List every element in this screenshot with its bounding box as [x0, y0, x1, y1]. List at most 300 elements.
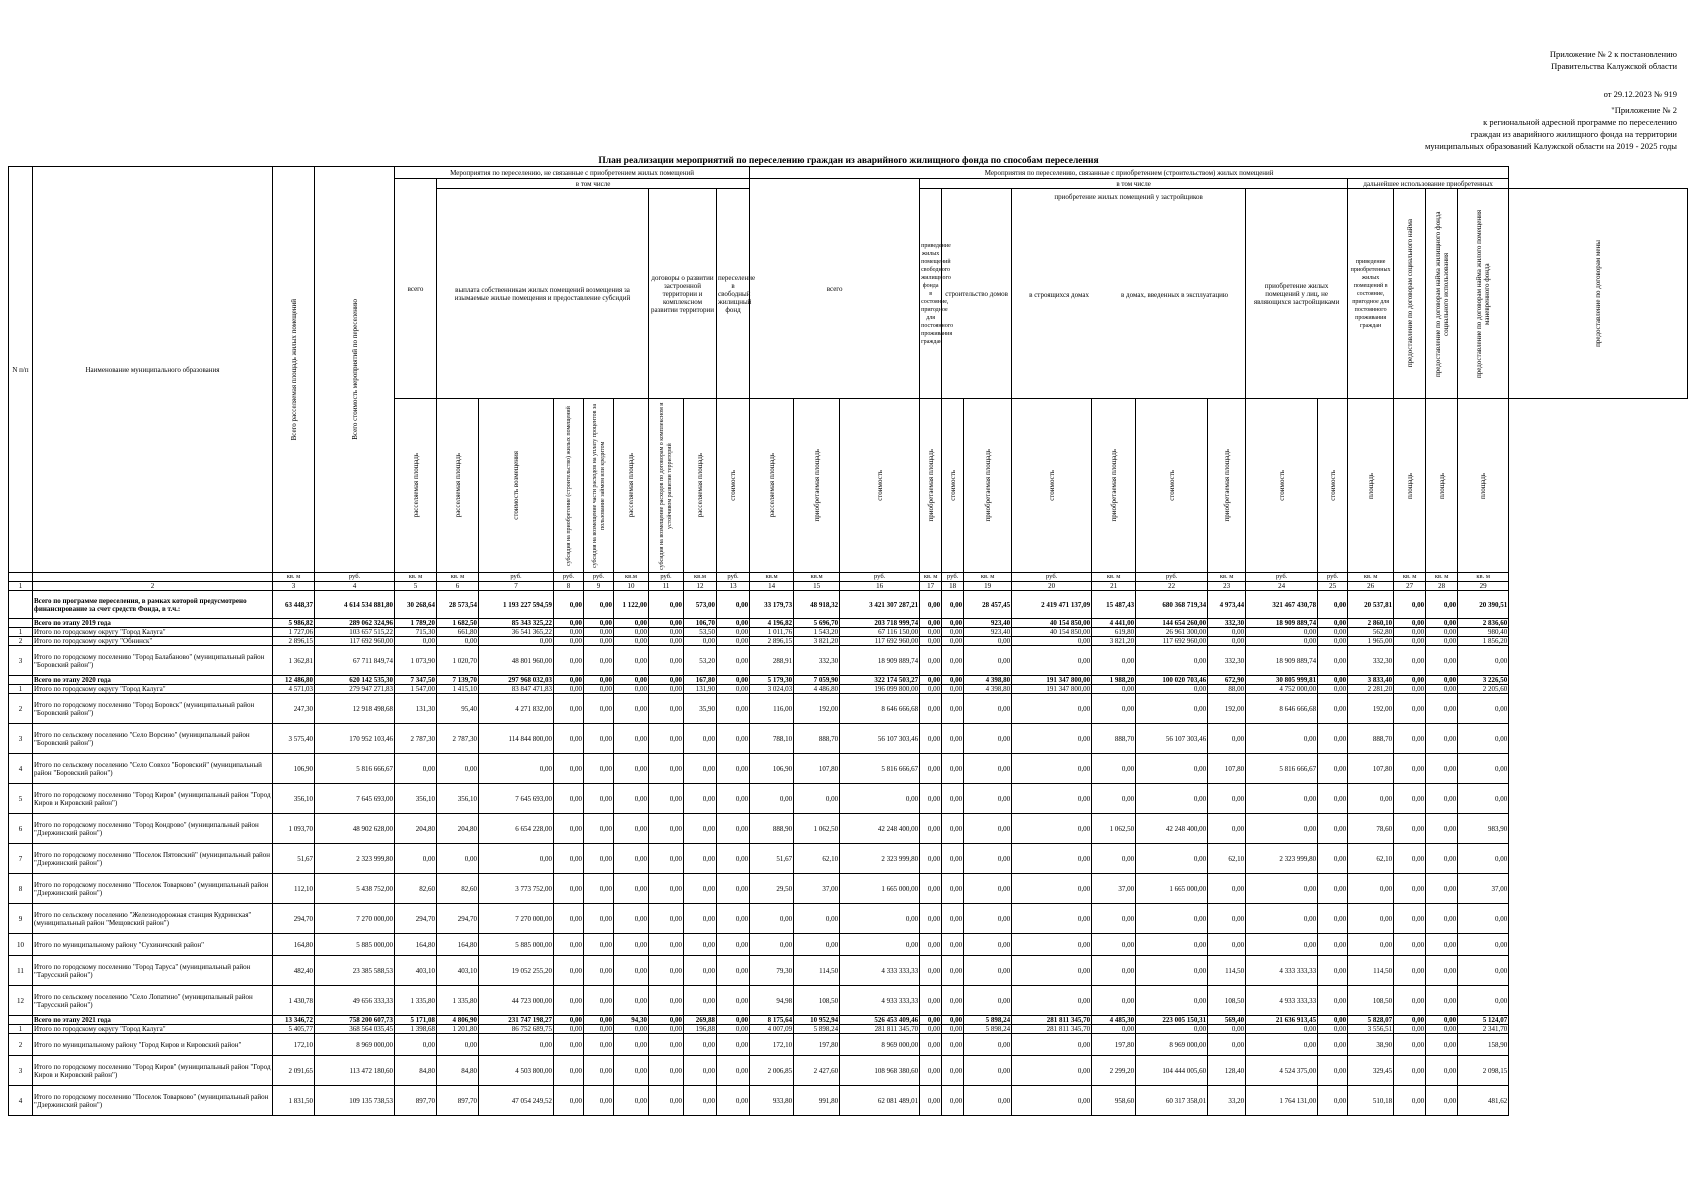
row-value: 172,10 — [750, 1034, 794, 1056]
row-value: 0,00 — [554, 591, 584, 619]
subheader-cell — [1136, 399, 1208, 573]
row-value: 0,00 — [1426, 1025, 1458, 1034]
row-value: 67 711 849,74 — [315, 646, 395, 676]
row-value: 0,00 — [1012, 784, 1092, 814]
row-name: Всего по этапу 2020 года — [33, 676, 273, 685]
row-value: 0,00 — [1136, 754, 1208, 784]
row-value: 1 665 000,00 — [840, 874, 920, 904]
subheader-cell — [840, 399, 920, 573]
header-resettle: переселение в свободный жилищный фонд — [717, 189, 750, 399]
row-value: 0,00 — [479, 1034, 554, 1056]
row-value: 0,00 — [614, 1056, 649, 1086]
row-value: 0,00 — [1348, 784, 1394, 814]
row-value: 0,00 — [920, 637, 942, 646]
row-value: 0,00 — [684, 904, 717, 934]
subheader-cell — [1208, 399, 1246, 573]
row-value: 0,00 — [1426, 844, 1458, 874]
row-value: 78,60 — [1348, 814, 1394, 844]
row-value: 2 323 999,80 — [315, 844, 395, 874]
row-value: 0,00 — [1426, 904, 1458, 934]
row-value: 0,00 — [1246, 1025, 1318, 1034]
row-value: 0,00 — [1458, 646, 1509, 676]
row-value: 0,00 — [717, 874, 750, 904]
row-value: 0,00 — [1208, 874, 1246, 904]
row-value: 0,00 — [584, 1034, 614, 1056]
row-value: 62 081 489,01 — [840, 1086, 920, 1116]
row-value: 279 947 271,83 — [315, 685, 395, 694]
subheader-cell — [1092, 399, 1136, 573]
row-value: 0,00 — [684, 1056, 717, 1086]
row-value: 0,00 — [1426, 724, 1458, 754]
row-value: 1 122,00 — [614, 591, 649, 619]
unit-cell: кв. м — [395, 573, 437, 582]
row-value: 0,00 — [614, 1086, 649, 1116]
row-value: 0,00 — [584, 1025, 614, 1034]
row-value: 0,00 — [1426, 637, 1458, 646]
row-value: 0,00 — [920, 1034, 942, 1056]
row-value: 403,10 — [395, 956, 437, 986]
row-value: 0,00 — [1458, 784, 1509, 814]
row-value: 49 656 333,33 — [315, 986, 395, 1016]
row-value: 0,00 — [1012, 844, 1092, 874]
row-value: 0,00 — [1092, 754, 1136, 784]
header-line-2: Правительства Калужской области — [1551, 61, 1677, 71]
row-value: 8 646 666,68 — [840, 694, 920, 724]
row-value: 0,00 — [1394, 591, 1426, 619]
row-value: 0,00 — [920, 646, 942, 676]
page-title: План реализации мероприятий по переселению граждан из аварийного жилищного фонда по способам переселения — [598, 156, 1099, 166]
row-value: 0,00 — [1394, 724, 1426, 754]
subheader-label: площадь — [1366, 472, 1375, 499]
row-value: 0,00 — [554, 1016, 584, 1025]
row-value: 3 575,40 — [273, 724, 315, 754]
row-value: 0,00 — [942, 628, 964, 637]
row-value: 0,00 — [684, 844, 717, 874]
row-value: 94,98 — [750, 986, 794, 1016]
row-value: 0,00 — [554, 646, 584, 676]
row-value: 322 174 503,27 — [840, 676, 920, 685]
subheader-label: стоимость — [1277, 470, 1286, 501]
row-value: 1 335,80 — [395, 986, 437, 1016]
subheader-cell — [554, 399, 584, 573]
unit-cell: руб. — [942, 573, 964, 582]
header-use-2-text: предоставление по договорам найма жилищного фонда социального использования — [1433, 210, 1450, 377]
row-value: 3 821,20 — [794, 637, 840, 646]
row-value: 0,00 — [1394, 814, 1426, 844]
row-value: 192,00 — [1348, 694, 1394, 724]
header-line-1: Приложение № 2 к постановлению — [1549, 49, 1677, 59]
row-value: 0,00 — [1246, 874, 1318, 904]
row-value: 0,00 — [942, 619, 964, 628]
row-value: 0,00 — [920, 814, 942, 844]
row-value: 204,80 — [437, 814, 479, 844]
row-value: 0,00 — [964, 1086, 1012, 1116]
row-value: 231 747 198,27 — [479, 1016, 554, 1025]
row-value: 94,30 — [614, 1016, 649, 1025]
row-value: 0,00 — [649, 637, 684, 646]
row-value: 3 821,20 — [1092, 637, 1136, 646]
subheader-cell — [920, 399, 942, 573]
row-value: 2 787,30 — [395, 724, 437, 754]
unit-cell: кв. м — [1394, 573, 1426, 582]
row-value: 0,00 — [920, 685, 942, 694]
row-value: 281 811 345,70 — [1012, 1025, 1092, 1034]
row-value: 0,00 — [1318, 784, 1348, 814]
row-value: 0,00 — [717, 754, 750, 784]
row-number: 1 — [9, 628, 33, 637]
row-value: 7 347,50 — [395, 676, 437, 685]
row-value: 0,00 — [1318, 619, 1348, 628]
row-value: 88,00 — [1208, 685, 1246, 694]
row-value: 0,00 — [614, 986, 649, 1016]
row-value: 661,80 — [437, 628, 479, 637]
header-dev-contracts: договоры о развитии застроенной территории и комплексном развитии территории — [649, 189, 717, 399]
table-row — [9, 637, 1688, 646]
row-value: 0,00 — [584, 724, 614, 754]
row-value: 1 430,78 — [273, 986, 315, 1016]
header-under-construction: в строящихся домах — [1029, 291, 1089, 299]
row-value: 0,00 — [1426, 1086, 1458, 1116]
row-value: 0,00 — [554, 814, 584, 844]
row-value: 0,00 — [1394, 1034, 1426, 1056]
row-value: 933,80 — [750, 1086, 794, 1116]
row-value: 0,00 — [1318, 637, 1348, 646]
row-value: 3 773 752,00 — [479, 874, 554, 904]
subheader-label: расселяемая площадь — [627, 453, 635, 518]
row-value: 0,00 — [649, 956, 684, 986]
row-value: 0,00 — [554, 685, 584, 694]
subheader-label: приобретаемая площадь — [812, 449, 821, 522]
row-value: 0,00 — [1426, 986, 1458, 1016]
row-value: 0,00 — [684, 637, 717, 646]
header-group-2: Мероприятия по переселению, связанные с приобретением (строительством) жилых помещений — [750, 167, 1509, 179]
row-value: 2 281,20 — [1348, 685, 1394, 694]
row-value: 51,67 — [273, 844, 315, 874]
row-value: 0,00 — [717, 934, 750, 956]
row-value: 1 764 131,00 — [1246, 1086, 1318, 1116]
row-value: 680 368 719,34 — [1136, 591, 1208, 619]
row-value: 0,00 — [649, 628, 684, 637]
table-total-row — [9, 619, 1688, 628]
row-value: 0,00 — [1136, 904, 1208, 934]
table-row — [9, 1025, 1688, 1034]
header-name: Наименование муниципального образования — [33, 167, 273, 573]
header-total-cost — [315, 167, 395, 573]
row-value: 60 317 358,01 — [1136, 1086, 1208, 1116]
row-value: 0,00 — [1012, 646, 1092, 676]
row-value: 0,00 — [1426, 646, 1458, 676]
subheader-cell — [750, 399, 794, 573]
row-value: 0,00 — [942, 814, 964, 844]
row-value: 788,10 — [750, 724, 794, 754]
table-row — [9, 986, 1688, 1016]
column-number: 9 — [584, 582, 614, 591]
subheader-cell — [942, 399, 964, 573]
row-value: 10 952,94 — [794, 1016, 840, 1025]
row-value: 107,80 — [1208, 754, 1246, 784]
row-value: 13 346,72 — [273, 1016, 315, 1025]
row-value: 1 789,20 — [395, 619, 437, 628]
row-value: 53,20 — [684, 646, 717, 676]
row-value: 144 654 260,00 — [1136, 619, 1208, 628]
column-number: 14 — [750, 582, 794, 591]
row-value: 37,00 — [794, 874, 840, 904]
row-value: 983,90 — [1458, 814, 1509, 844]
row-value: 0,00 — [584, 646, 614, 676]
row-value: 0,00 — [684, 1034, 717, 1056]
row-value: 0,00 — [964, 1034, 1012, 1056]
row-value: 0,00 — [1426, 619, 1458, 628]
row-value: 0,00 — [942, 724, 964, 754]
row-value: 0,00 — [554, 1025, 584, 1034]
header-use-3 — [1458, 189, 1509, 399]
row-value: 0,00 — [1012, 934, 1092, 956]
row-value: 0,00 — [1394, 1025, 1426, 1034]
row-value: 0,00 — [649, 904, 684, 934]
row-value: 0,00 — [684, 754, 717, 784]
row-value: 192,00 — [1208, 694, 1246, 724]
row-value: 0,00 — [717, 904, 750, 934]
row-value: 1 020,70 — [437, 646, 479, 676]
row-value: 0,00 — [840, 934, 920, 956]
row-value: 0,00 — [1092, 1025, 1136, 1034]
row-value: 356,10 — [273, 784, 315, 814]
row-value: 0,00 — [554, 694, 584, 724]
row-number: 6 — [9, 814, 33, 844]
row-value: 38,90 — [1348, 1034, 1394, 1056]
column-number: 25 — [1318, 582, 1348, 591]
column-number: 6 — [437, 582, 479, 591]
row-name: Итого по городскому поселению "Город Балабаново" (муниципальный район "Боровский район") — [33, 646, 273, 676]
row-value: 0,00 — [794, 934, 840, 956]
row-value: 7 270 000,00 — [315, 904, 395, 934]
row-value: 191 347 800,00 — [1012, 685, 1092, 694]
row-value: 0,00 — [717, 676, 750, 685]
row-value: 1 335,80 — [437, 986, 479, 1016]
row-value: 482,40 — [273, 956, 315, 986]
row-value: 0,00 — [1394, 934, 1426, 956]
row-value: 0,00 — [649, 874, 684, 904]
table-row — [9, 784, 1688, 814]
row-value: 2 006,85 — [750, 1056, 794, 1086]
unit-cell: кв. м — [1092, 573, 1136, 582]
row-value: 0,00 — [920, 754, 942, 784]
row-value: 980,40 — [1458, 628, 1509, 637]
row-value: 0,00 — [1136, 986, 1208, 1016]
row-value: 112,10 — [273, 874, 315, 904]
row-value: 0,00 — [649, 844, 684, 874]
header-total-area — [273, 167, 315, 573]
column-number: 4 — [315, 582, 395, 591]
row-value: 0,00 — [964, 904, 1012, 934]
row-value: 0,00 — [1246, 628, 1318, 637]
row-value: 116,00 — [750, 694, 794, 724]
row-value: 197,80 — [794, 1034, 840, 1056]
row-value: 0,00 — [1012, 814, 1092, 844]
row-value: 0,00 — [649, 784, 684, 814]
row-value: 63 448,37 — [273, 591, 315, 619]
row-value: 0,00 — [1426, 1034, 1458, 1056]
row-value: 0,00 — [1012, 956, 1092, 986]
row-value: 510,18 — [1348, 1086, 1394, 1116]
row-value: 0,00 — [1426, 694, 1458, 724]
row-value: 481,62 — [1458, 1086, 1509, 1116]
column-number: 29 — [1458, 582, 1509, 591]
row-value: 103 657 515,22 — [315, 628, 395, 637]
row-value: 18 909 889,74 — [1246, 619, 1318, 628]
appendix-title: "Приложение № 2 — [1611, 105, 1677, 115]
row-value: 0,00 — [614, 676, 649, 685]
row-value: 4 441,00 — [1092, 619, 1136, 628]
row-number: 5 — [9, 784, 33, 814]
row-value: 1 665 000,00 — [1136, 874, 1208, 904]
header-use-4-text: предоставление по договорам мены — [1594, 240, 1603, 347]
row-value: 4 398,80 — [964, 685, 1012, 694]
row-value: 0,00 — [649, 1056, 684, 1086]
row-value: 0,00 — [1458, 986, 1509, 1016]
subheader-cell — [964, 399, 1012, 573]
row-value: 1 073,90 — [395, 646, 437, 676]
row-value: 0,00 — [1208, 724, 1246, 754]
column-number: 18 — [942, 582, 964, 591]
row-value: 332,30 — [1348, 646, 1394, 676]
row-name: Итого по сельскому поселению "Село Совхоз "Боровский" (муниципальный район "Боровский район") — [33, 754, 273, 784]
column-number: 10 — [614, 582, 649, 591]
row-number: 10 — [9, 934, 33, 956]
table-row — [9, 934, 1688, 956]
row-value: 0,00 — [964, 784, 1012, 814]
row-value: 0,00 — [840, 784, 920, 814]
row-value: 0,00 — [750, 934, 794, 956]
row-value: 0,00 — [1136, 1025, 1208, 1034]
row-value: 0,00 — [649, 1034, 684, 1056]
header-total-area-text: Всего расселяемая площадь жилых помещений — [289, 298, 298, 441]
subheader-label: стоимость — [729, 470, 738, 501]
unit-cell: кв. м — [1348, 573, 1394, 582]
row-name: Итого по сельскому поселению "Село Лопатино" (муниципальный район "Тарусский район") — [33, 986, 273, 1016]
row-value: 1 062,50 — [794, 814, 840, 844]
row-name: Итого по городскому округу "Город Калуга" — [33, 628, 273, 637]
row-name: Итого по городскому поселению "Город Таруса" (муниципальный район "Тарусский район") — [33, 956, 273, 986]
row-value: 79,30 — [750, 956, 794, 986]
row-value: 8 175,64 — [750, 1016, 794, 1025]
row-value: 0,00 — [1426, 814, 1458, 844]
row-value: 131,30 — [395, 694, 437, 724]
row-value: 0,00 — [614, 1034, 649, 1056]
row-value: 19 052 255,20 — [479, 956, 554, 986]
row-number: 3 — [9, 724, 33, 754]
row-value: 0,00 — [1246, 1034, 1318, 1056]
row-value: 48 902 628,00 — [315, 814, 395, 844]
row-value: 8 969 000,00 — [315, 1034, 395, 1056]
row-value: 113 472 180,60 — [315, 1056, 395, 1086]
subheader-label: площадь — [1405, 472, 1414, 499]
row-value: 1 543,20 — [794, 628, 840, 637]
row-value: 0,00 — [1318, 1025, 1348, 1034]
row-value: 0,00 — [1426, 685, 1458, 694]
row-name: Итого по муниципальному району "Сухиничский район" — [33, 934, 273, 956]
header-total-cost-text: Всего стоимость мероприятий по переселению — [350, 299, 359, 440]
unit-cell: кв.м — [684, 573, 717, 582]
row-value: 0,00 — [1426, 956, 1458, 986]
row-name: Всего по этапу 2021 года — [33, 1016, 273, 1025]
row-value: 0,00 — [614, 904, 649, 934]
row-number — [9, 1016, 33, 1025]
row-value: 0,00 — [649, 694, 684, 724]
row-value: 2 091,65 — [273, 1056, 315, 1086]
unit-cell: руб. — [717, 573, 750, 582]
row-value: 0,00 — [717, 685, 750, 694]
row-value: 4 333 333,33 — [840, 956, 920, 986]
row-value: 0,00 — [554, 986, 584, 1016]
row-value: 0,00 — [1394, 754, 1426, 784]
row-value: 0,00 — [1318, 676, 1348, 685]
row-value: 0,00 — [1394, 637, 1426, 646]
row-value: 0,00 — [1318, 628, 1348, 637]
row-value: 196 099 800,00 — [840, 685, 920, 694]
row-value: 991,80 — [794, 1086, 840, 1116]
column-number: 11 — [649, 582, 684, 591]
header-all-1: всего — [395, 179, 437, 399]
column-number: 28 — [1426, 582, 1458, 591]
row-value: 0,00 — [395, 1034, 437, 1056]
header-all-2: всего — [750, 179, 920, 399]
row-value: 526 453 409,46 — [840, 1016, 920, 1025]
row-value: 0,00 — [614, 628, 649, 637]
column-number: 1 — [9, 582, 33, 591]
row-value: 33,20 — [1208, 1086, 1246, 1116]
row-value: 67 116 150,00 — [840, 628, 920, 637]
row-value: 8 646 666,68 — [1246, 694, 1318, 724]
unit-cell: руб. — [1246, 573, 1318, 582]
row-value: 0,00 — [684, 934, 717, 956]
row-number: 1 — [9, 1025, 33, 1034]
row-value: 117 692 960,00 — [1136, 637, 1208, 646]
row-value: 4 806,90 — [437, 1016, 479, 1025]
row-number: 3 — [9, 1056, 33, 1086]
row-value: 42 248 400,00 — [840, 814, 920, 844]
row-value: 2 787,30 — [437, 724, 479, 754]
subheader-cell — [1012, 399, 1092, 573]
table-row — [9, 724, 1688, 754]
row-value: 0,00 — [1318, 874, 1348, 904]
row-value: 0,00 — [1318, 754, 1348, 784]
row-value: 1 547,00 — [395, 685, 437, 694]
row-value: 0,00 — [1318, 685, 1348, 694]
row-value: 23 385 588,53 — [315, 956, 395, 986]
row-value: 321 467 430,78 — [1246, 591, 1318, 619]
row-value: 0,00 — [1208, 784, 1246, 814]
column-number: 3 — [273, 582, 315, 591]
row-value: 0,00 — [1208, 628, 1246, 637]
column-number: 5 — [395, 582, 437, 591]
table-row — [9, 1086, 1688, 1116]
row-value: 329,45 — [1348, 1056, 1394, 1086]
row-name: Итого по городскому поселению "Поселок Пятовский" (муниципальный район "Дзержинский район") — [33, 844, 273, 874]
subheader-label: приобретаемая площадь — [1109, 449, 1118, 522]
row-value: 0,00 — [649, 619, 684, 628]
row-value: 107,80 — [794, 754, 840, 784]
table-total-row — [9, 591, 1688, 619]
row-value: 0,00 — [794, 784, 840, 814]
row-value: 84,80 — [437, 1056, 479, 1086]
row-value: 0,00 — [717, 591, 750, 619]
row-value: 0,00 — [584, 685, 614, 694]
row-value: 897,70 — [437, 1086, 479, 1116]
row-value: 2 323 999,80 — [840, 844, 920, 874]
row-value: 0,00 — [614, 874, 649, 904]
row-value: 3 556,51 — [1348, 1025, 1394, 1034]
